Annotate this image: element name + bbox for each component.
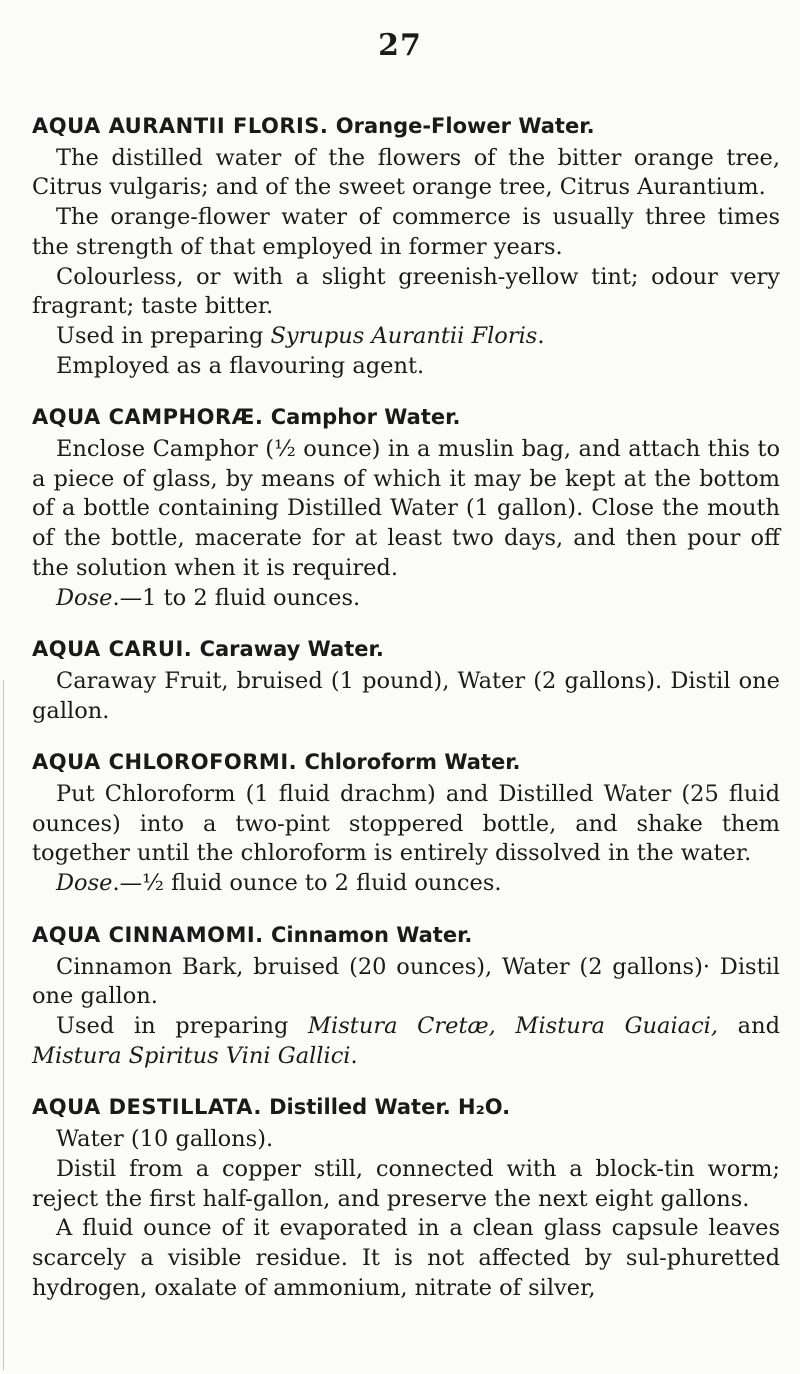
entry-english-name: Caraway Water. — [199, 637, 384, 662]
entry-paragraph: Used in preparing Mistura Cretæ, Mistura Guaiaci, and Mistura Spiritus Vini Gallici. — [32, 1012, 780, 1069]
entry-aqua-camphorae — [32, 403, 780, 613]
italic-preparation: Mistura Cretæ, Mistura Guaiaci, — [308, 1012, 719, 1039]
italic-preparation: Mistura Spiritus Vini Gallici — [32, 1042, 351, 1069]
entry-paragraph: Cinnamon Bark, bruised (20 ounces), Water (2 gallons)· Distil one gallon. — [32, 953, 780, 1010]
entry-aqua-cinnamomi — [32, 921, 780, 1072]
entry-heading — [32, 748, 780, 778]
entry-paragraph: A fluid ounce of it evaporated in a clean glass capsule leaves scarcely a visible residue. It is not affected by sul-phuretted hydrogen, oxalate of ammonium, nitrate of silver, — [32, 1215, 780, 1301]
entry-paragraph: Water (10 gallons). — [56, 1126, 274, 1153]
entry-heading — [32, 112, 780, 142]
scan-edge-line — [3, 680, 4, 1370]
entry-paragraph: The distilled water of the flowers of the bitter orange tree, Citrus vulgaris; and of the sweet orange tree, Citrus Aurantium. — [32, 144, 780, 201]
entry-aqua-carui — [32, 635, 780, 726]
dose-label: Dose — [56, 584, 113, 611]
entry-paragraph: Distil from a copper still, connected with a block-tin worm; reject the first half-gallon, and preserve the next eight gallons. — [32, 1155, 780, 1212]
page-content — [32, 112, 780, 1325]
entry-heading — [32, 1093, 780, 1123]
entry-latin-name: AQUA CARUI. — [32, 637, 193, 662]
entry-heading — [32, 921, 780, 951]
entry-aqua-chloroformi — [32, 748, 780, 899]
entry-paragraph: Enclose Camphor (½ ounce) in a muslin bag, and attach this to a piece of glass, by means of which it may be kept at the bottom of a bottle containing Distilled Water (1 gallon). Close the mouth of the bottle, macerate for at least two days, and then pour off the solution when it is required. — [32, 436, 780, 581]
entry-english-name: Camphor Water. — [270, 405, 461, 430]
entry-english-name: Distilled Water. H₂O. — [269, 1095, 511, 1120]
entry-paragraph: The orange-flower water of commerce is usually three times the strength of that employed in former years. — [32, 204, 780, 260]
entry-english-name: Cinnamon Water. — [270, 922, 473, 947]
entry-english-name: Orange-Flower Water. — [335, 114, 595, 138]
entry-english-name: Chloroform Water. — [304, 750, 521, 775]
entry-dose: Dose.—1 to 2 fluid ounces. — [56, 584, 361, 611]
entry-latin-name: AQUA CINNAMOMI. — [32, 922, 264, 947]
entry-heading — [32, 403, 780, 433]
entry-paragraph: Caraway Fruit, bruised (1 pound), Water (2 gallons). Distil one gallon. — [32, 667, 780, 724]
italic-preparation: Syrupus Aurantii Floris — [270, 322, 538, 349]
entry-aqua-aurantii-floris — [32, 112, 780, 381]
entry-latin-name: AQUA DESTILLATA. — [32, 1095, 262, 1120]
page-number: 27 — [378, 28, 422, 63]
entry-heading — [32, 635, 780, 665]
entry-paragraph: Put Chloroform (1 fluid drachm) and Distilled Water (25 fluid ounces) into a two-pint stoppered bottle, and shake them together until the chloroform is entirely dissolved in the water. — [32, 781, 780, 867]
entry-latin-name: AQUA CHLOROFORMI. — [32, 750, 298, 775]
entry-dose: Dose.—½ fluid ounce to 2 fluid ounces. — [56, 870, 502, 897]
dose-label: Dose — [56, 870, 113, 897]
entry-paragraph: Employed as a flavouring agent. — [56, 352, 425, 379]
entry-latin-name: AQUA CAMPHORÆ. — [32, 405, 264, 430]
entry-paragraph: Colourless, or with a slight greenish-yellow tint; odour very fragrant; taste bitter. — [32, 263, 780, 320]
entry-paragraph: Used in preparing Syrupus Aurantii Floris. — [56, 322, 545, 349]
entry-latin-name: AQUA AURANTII FLORIS. — [32, 114, 329, 138]
entry-aqua-destillata — [32, 1093, 780, 1303]
